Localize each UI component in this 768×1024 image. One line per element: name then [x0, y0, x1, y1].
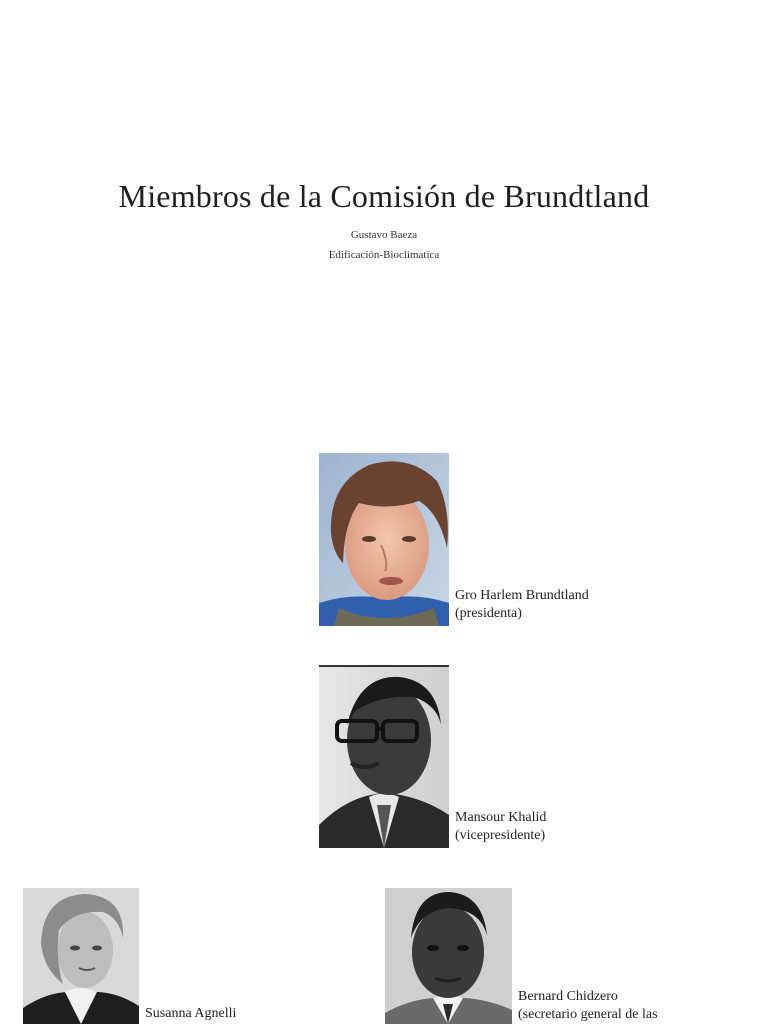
- member-name: Bernard Chidzero: [518, 989, 618, 1004]
- member-photo-chidzero: [385, 888, 512, 1024]
- member-role: (vicepresidente): [455, 828, 546, 843]
- member-caption-khalid: [455, 809, 546, 845]
- member-photo-khalid: [319, 665, 449, 848]
- member-role: (presidenta): [455, 606, 522, 621]
- member-photo-agnelli: [23, 888, 139, 1024]
- member-caption-chidzero: [518, 988, 658, 1024]
- member-role: (secretario general de las: [518, 1007, 658, 1022]
- author-name: Gustavo Baeza: [350, 229, 418, 241]
- member-caption-agnelli: [145, 1005, 236, 1023]
- member-name: Susanna Agnelli: [145, 1006, 237, 1021]
- document-title: Miembros de la Comisión de Brundtland: [118, 178, 650, 214]
- member-name: Gro Harlem Brundtland: [455, 588, 589, 603]
- member-name: Mansour Khalid: [455, 810, 547, 825]
- course-name: Edificación-Bioclimatica: [328, 249, 440, 261]
- member-photo-brundtland: [319, 453, 449, 626]
- member-caption-brundtland: [455, 587, 589, 623]
